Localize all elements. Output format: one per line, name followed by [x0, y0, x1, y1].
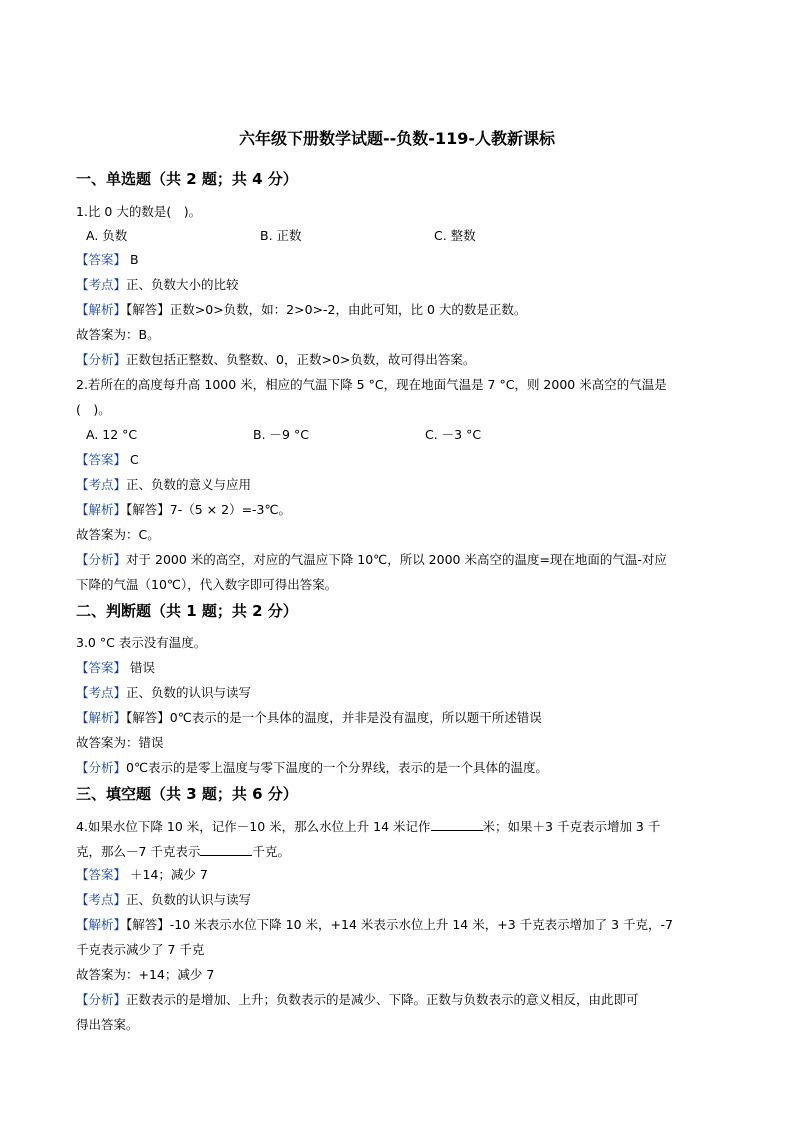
q2-review-line2: 下降的气温（10℃），代入数字即可得出答案。: [76, 577, 338, 592]
q4-blank-2[interactable]: [200, 843, 252, 856]
q2-conclusion: [76, 527, 160, 543]
q2-stem-line1: 2.若所在的高度每升高 1000 米，相应的气温下降 5 °C，现在地面气温是 7 °C，则 2000 米高空的气温是: [76, 377, 667, 392]
q4-answer-value: ＋14；减少 7: [126, 867, 208, 882]
point-tag: 【考点】: [76, 892, 127, 907]
q3-answer: [76, 660, 155, 676]
review-tag: 【分析】: [76, 352, 127, 367]
conclusion-label: 故答案为：: [76, 735, 139, 750]
q4-review-line2: 得出答案。: [76, 1017, 139, 1032]
section-heading-fill-blank: 三、填空题（共 3 题；共 6 分）: [76, 785, 298, 803]
q2-point-text: 正、负数的意义与应用: [126, 477, 252, 492]
q2-option-b: B. －9 °C: [253, 427, 309, 442]
answer-tag: 【答案】: [76, 252, 127, 267]
q4-point-text: 正、负数的认识与读写: [126, 892, 252, 907]
q1-point-text: 正、负数大小的比较: [126, 277, 239, 292]
q2-option-c: C. －3 °C: [425, 427, 482, 442]
q3-analysis: [76, 710, 542, 726]
q3-conclusion: [76, 735, 164, 751]
review-tag: 【分析】: [76, 992, 127, 1007]
point-tag: 【考点】: [76, 685, 127, 700]
solution-tag: 【解答】: [126, 302, 170, 317]
section-heading-single-choice: 一、单选题（共 2 题；共 4 分）: [76, 170, 298, 188]
q4-stem-part4: 千克。: [252, 844, 290, 859]
q1-answer-value: B: [126, 252, 139, 267]
conclusion-label: 故答案为：: [76, 327, 139, 342]
q4-analysis-text: -10 米表示水位下降 10 米，+14 米表示水位上升 14 米，+3 千克表示增加了 3 千克，-7: [169, 917, 673, 932]
answer-tag: 【答案】: [76, 867, 127, 882]
document-title: 六年级下册数学试题--负数-119-人教新课标: [239, 129, 555, 148]
analysis-tag: 【解析】: [76, 302, 127, 317]
q1-review: [76, 352, 475, 368]
point-tag: 【考点】: [76, 477, 127, 492]
answer-tag: 【答案】: [76, 452, 127, 467]
q2-review-line1: [76, 552, 667, 568]
q3-analysis-text: 0℃表示的是一个具体的温度，并非是没有温度，所以题干所述错误: [169, 710, 542, 725]
q1-option-c: C. 整数: [434, 228, 476, 243]
q4-conclusion-value: +14；减少 7: [138, 967, 215, 982]
q1-point: [76, 277, 239, 293]
q2-analysis: [76, 502, 291, 518]
q4-review-text: 正数表示的是增加、上升；负数表示的是减少、下降。正数与负数表示的意义相反，由此即可: [126, 992, 639, 1007]
answer-tag: 【答案】: [76, 660, 127, 675]
solution-tag: 【解答】: [126, 917, 170, 932]
q1-answer: [76, 252, 139, 268]
q4-analysis-line1: [76, 917, 673, 933]
q4-stem-part1: 4.如果水位下降 10 米，记作－10 米，那么水位上升 14 米记作: [76, 819, 431, 834]
q2-answer: [76, 452, 139, 468]
q3-review-text: 0℃表示的是零上温度与零下温度的一个分界线，表示的是一个具体的温度。: [126, 760, 549, 775]
q4-blank-1[interactable]: [431, 818, 483, 831]
q2-stem-line2: ( )。: [76, 402, 111, 417]
section-heading-true-false: 二、判断题（共 1 题；共 2 分）: [76, 602, 298, 620]
q4-stem-part2: 米；如果＋3 千克表示增加 3 千: [482, 819, 661, 834]
q1-option-b: B. 正数: [260, 228, 302, 243]
solution-tag: 【解答】: [126, 502, 170, 517]
conclusion-label: 故答案为：: [76, 967, 139, 982]
q4-analysis-line2: 千克表示减少了 7 千克: [76, 942, 205, 957]
solution-tag: 【解答】: [126, 710, 170, 725]
q3-conclusion-value: 错误: [138, 735, 164, 750]
q1-analysis-text: 正数>0>负数，如：2>0>-2，由此可知，比 0 大的数是正数。: [169, 302, 527, 317]
q2-answer-value: C: [126, 452, 139, 467]
q3-review: [76, 760, 548, 776]
analysis-tag: 【解析】: [76, 710, 127, 725]
q1-conclusion: [76, 327, 160, 343]
q4-stem-part3: 克，那么－7 千克表示: [76, 844, 201, 859]
q1-analysis: [76, 302, 526, 318]
q2-option-a: A. 12 °C: [86, 427, 138, 442]
q3-point-text: 正、负数的认识与读写: [126, 685, 252, 700]
q2-analysis-text: 7-（5 × 2）=-3℃。: [169, 502, 292, 517]
q4-point: [76, 892, 251, 908]
q4-answer: [76, 867, 208, 883]
q1-review-text: 正数包括正整数、负整数、0，正数>0>负数，故可得出答案。: [126, 352, 476, 367]
review-tag: 【分析】: [76, 552, 127, 567]
point-tag: 【考点】: [76, 277, 127, 292]
q4-stem-line2: [76, 843, 290, 860]
analysis-tag: 【解析】: [76, 917, 127, 932]
q1-conclusion-value: B。: [138, 327, 160, 342]
q3-answer-value: 错误: [126, 660, 155, 675]
q4-review-line1: [76, 992, 639, 1008]
q3-stem: 3.0 °C 表示没有温度。: [76, 635, 207, 650]
q1-stem: 1.比 0 大的数是( )。: [76, 204, 202, 219]
q2-point: [76, 477, 251, 493]
conclusion-label: 故答案为：: [76, 527, 139, 542]
review-tag: 【分析】: [76, 760, 127, 775]
q1-option-a: A. 负数: [86, 228, 128, 243]
q3-point: [76, 685, 251, 701]
analysis-tag: 【解析】: [76, 502, 127, 517]
q4-stem-line1: [76, 818, 660, 835]
q2-review-text: 对于 2000 米的高空，对应的气温应下降 10℃，所以 2000 米高空的温度=现在地面的气温-对应: [126, 552, 667, 567]
q2-conclusion-value: C。: [138, 527, 160, 542]
q4-conclusion: [76, 967, 214, 983]
